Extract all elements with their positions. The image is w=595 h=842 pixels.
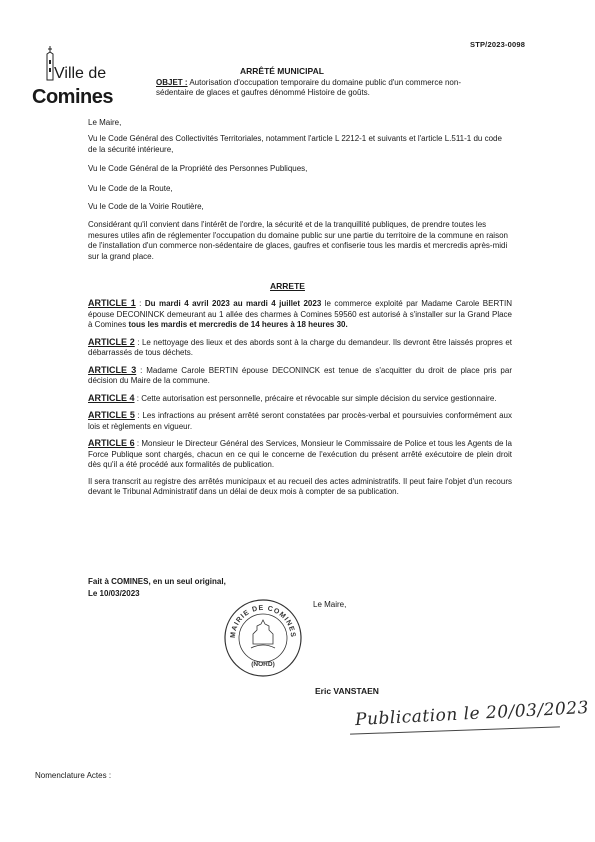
closing-paragraph: Il sera transcrit au registre des arrêtés municipaux et au recueil des actes administratifs. Il peut faire l'objet d'un recours devant le Tribunal Administratif dans un délai de deux mois à compter de sa publication. <box>88 476 512 496</box>
article-text: Monsieur le Directeur Général des Services, Monsieur le Commissaire de Police et tous les Agents de la Force Publique sont chargés, chacun en ce qui le concerne de l'exécution du présent arrêté exécutoire de plein droit dès qu'il a été procédé aux formalités de publication. <box>88 439 512 469</box>
article-separator: : <box>134 393 142 403</box>
article-text: le commerce exploité par Madame Carole BERTIN épouse DECONINCK demeurant au 1 allée des charmes à Comines 59560 est autorisé à s'installer sur la Grand Place à Comines <box>88 299 512 329</box>
stamp-seal-icon <box>223 598 303 678</box>
article-label: ARTICLE 3 <box>88 364 137 375</box>
objet-block <box>156 78 466 98</box>
stamp-top-text: MAIRIE DE COMINES <box>229 604 297 639</box>
arrete-heading: ARRETE <box>270 281 305 291</box>
article-separator: : <box>134 439 142 448</box>
article-5 <box>88 410 512 432</box>
preamble-3: Vu le Code de la Route, <box>88 184 173 193</box>
article-label: ARTICLE 2 <box>88 336 135 347</box>
objet-text: Autorisation d'occupation temporaire du domaine public d'un commerce non-sédentaire de glaces et gaufres dénommé Histoire de goûts. <box>156 78 461 97</box>
article-1 <box>88 298 512 331</box>
article-text: Madame Carole BERTIN épouse DECONINCK est tenue de s'acquitter du droit de place pris par décision du Maire de la commune. <box>88 365 512 385</box>
date-line: Le 10/03/2023 <box>88 589 140 598</box>
preamble-4: Vu le Code de la Voirie Routière, <box>88 202 204 211</box>
article-text: Cette autorisation est personnelle, précaire et révocable sur simple décision du service gestionnaire. <box>141 393 497 403</box>
preamble-1: Vu le Code Général des Collectivités Territoriales, notamment l'article L 2212-1 et suivants et l'article L.511-1 du code de la sécurité intérieure, <box>88 134 502 154</box>
article-label: ARTICLE 1 <box>88 298 136 308</box>
article-separator: : <box>136 365 147 375</box>
articles-section <box>88 298 512 504</box>
article-1-dates: Du mardi 4 avril 2023 au mardi 4 juillet 2023 <box>144 299 322 308</box>
article-separator: : <box>134 411 143 420</box>
article-label: ARTICLE 6 <box>88 438 135 448</box>
preamble-5: Considérant qu'il convient dans l'intérêt de l'ordre, la sécurité et de la tranquillité publiques, de prendre toutes les mesures utiles afin de réglementer l'occupation du domaine public sur une partie du territoire de la commune en raison de l'installation d'un commerce non-sédentaire de glaces, gaufres et confiserie tous les mardis et mercredis après-midi sur la grand place. <box>88 220 508 261</box>
article-3 <box>88 365 512 387</box>
signer-name: Eric VANSTAEN <box>315 686 379 696</box>
article-separator: : <box>134 337 142 347</box>
objet-label: OBJET : <box>156 78 188 87</box>
article-text: Les infractions au présent arrêté seront constatées par procès-verbal et poursuivies conformément aux lois et règlements en vigueur. <box>88 411 512 431</box>
nomenclature-label: Nomenclature Actes : <box>35 771 112 780</box>
article-6 <box>88 438 512 471</box>
article-separator: : <box>135 299 145 308</box>
stamp-bottom-text: (NORD) <box>251 661 275 668</box>
official-stamp <box>223 598 303 678</box>
logo-main-text: Comines <box>32 86 113 108</box>
article-1-schedule: tous les mardis et mercredis de 14 heures à 18 heures 30. <box>128 320 348 329</box>
article-text: Le nettoyage des lieux et des abords sont à la charge du demandeur. Ils devront être laissés propres et débarrassés de tous déchets. <box>88 337 512 357</box>
preamble-2: Vu le Code Général de la Propriété des Personnes Publiques, <box>88 164 308 173</box>
logo-top-text: Ville de <box>54 65 107 82</box>
document-reference: STP/2023-0098 <box>470 40 526 49</box>
article-label: ARTICLE 4 <box>88 392 135 403</box>
city-logo <box>32 46 142 116</box>
article-4 <box>88 393 512 405</box>
handwritten-publication-note: Publication le 20/03/2023 <box>354 697 590 731</box>
preamble-0: Le Maire, <box>88 118 122 127</box>
article-label: ARTICLE 5 <box>88 410 135 420</box>
signature-place-date <box>88 576 226 600</box>
maire-label: Le Maire, <box>313 600 347 609</box>
fait-line: Fait à COMINES, en un seul original, <box>88 577 226 586</box>
document-title: ARRÊTÉ MUNICIPAL <box>240 66 324 76</box>
article-2 <box>88 337 512 359</box>
